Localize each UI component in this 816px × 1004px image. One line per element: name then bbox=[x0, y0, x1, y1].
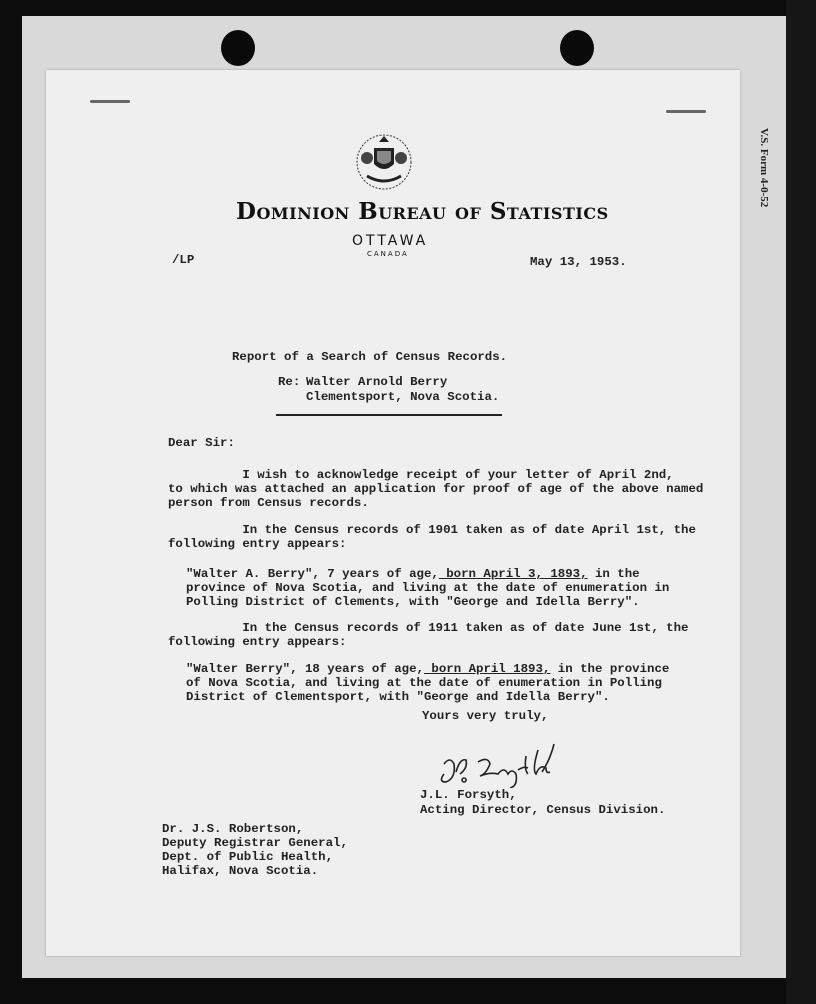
recipient-line: Dr. J.S. Robertson, bbox=[162, 822, 304, 836]
entry-1901-pre: "Walter A. Berry", 7 years of age, bbox=[186, 567, 439, 581]
letter-page bbox=[46, 70, 740, 956]
paragraph-line: following entry appears: bbox=[168, 635, 347, 649]
entry-1901-line: province of Nova Scotia, and living at the date of enumeration in bbox=[186, 581, 670, 595]
entry-1911-pre: "Walter Berry", 18 years of age, bbox=[186, 662, 424, 676]
punch-hole bbox=[560, 30, 594, 66]
paragraph-line: In the Census records of 1911 taken as of date June 1st, the bbox=[168, 621, 689, 635]
closing: Yours very truly, bbox=[422, 709, 549, 723]
handwritten-signature bbox=[434, 742, 584, 788]
reference-initials: /LP bbox=[172, 253, 195, 267]
recipient-line: Deputy Registrar General, bbox=[162, 836, 348, 850]
scan-edge bbox=[786, 0, 816, 1004]
paragraph-line: person from Census records. bbox=[168, 496, 369, 510]
staple bbox=[90, 100, 130, 103]
entry-1911-line: of Nova Scotia, and living at the date of enumeration in Polling bbox=[186, 676, 662, 690]
form-number-label: V.S. Form 4-0-52 bbox=[758, 128, 770, 208]
paragraph-line: I wish to acknowledge receipt of your letter of April 2nd, bbox=[168, 468, 674, 482]
entry-1911-line: District of Clementsport, with "George and Idella Berry". bbox=[186, 690, 610, 704]
re-label: Re: bbox=[278, 375, 301, 389]
organization-name: Dominion Bureau of Statistics bbox=[236, 198, 609, 225]
divider-rule bbox=[276, 414, 502, 416]
re-name: Walter Arnold Berry bbox=[306, 375, 448, 389]
letter-date: May 13, 1953. bbox=[530, 255, 627, 269]
signer-title: Acting Director, Census Division. bbox=[420, 803, 666, 817]
entry-1901-birthdate: born April 3, 1893, bbox=[438, 567, 588, 581]
entry-1911-birthdate: born April 1893, bbox=[423, 662, 551, 676]
recipient-line: Halifax, Nova Scotia. bbox=[162, 864, 319, 878]
paragraph-line: to which was attached an application for proof of age of the above named bbox=[168, 482, 704, 496]
entry-1901-post: in the bbox=[587, 567, 640, 581]
city: OTTAWA bbox=[352, 233, 429, 249]
punch-hole bbox=[221, 30, 255, 66]
recipient-line: Dept. of Public Health, bbox=[162, 850, 334, 864]
signer-name: J.L. Forsyth, bbox=[420, 788, 517, 802]
paragraph-line: following entry appears: bbox=[168, 537, 347, 551]
entry-1911-post: in the province bbox=[550, 662, 670, 676]
country: CANADA bbox=[367, 250, 409, 258]
entry-1901-line: Polling District of Clements, with "George and Idella Berry". bbox=[186, 595, 640, 609]
re-place: Clementsport, Nova Scotia. bbox=[306, 390, 500, 404]
entry-1901-line bbox=[186, 567, 640, 582]
subject-line: Report of a Search of Census Records. bbox=[232, 350, 508, 364]
staple bbox=[666, 110, 706, 113]
paragraph-line: In the Census records of 1901 taken as of date April 1st, the bbox=[168, 523, 696, 537]
coat-of-arms-seal bbox=[353, 124, 415, 196]
salutation: Dear Sir: bbox=[168, 436, 235, 450]
entry-1911-line bbox=[186, 662, 669, 677]
